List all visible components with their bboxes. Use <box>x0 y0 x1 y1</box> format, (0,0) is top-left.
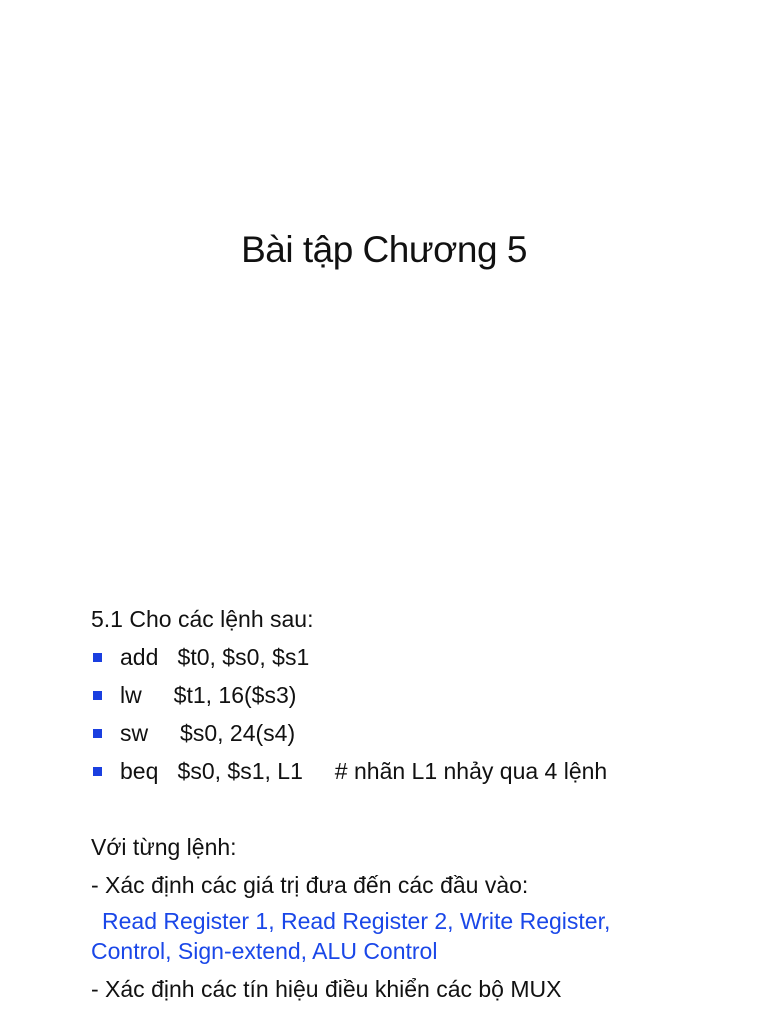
square-bullet-icon <box>93 691 102 700</box>
square-bullet-icon <box>93 767 102 776</box>
square-bullet-icon <box>93 729 102 738</box>
instruction-text: sw $s0, 24(s4) <box>120 720 296 746</box>
task-heading: Với từng lệnh: <box>91 834 237 860</box>
task-mux: - Xác định các tín hiệu điều khiển các bộ MUX <box>91 976 562 1002</box>
inputs-line-1: Read Register 1, Read Register 2, Write Register, <box>102 908 611 934</box>
list-item <box>91 714 731 752</box>
exercise-block <box>91 600 731 1008</box>
list-item <box>91 638 731 676</box>
list-item <box>91 752 731 790</box>
page-title: Bài tập Chương 5 <box>241 229 527 270</box>
inputs-line-2: Control, Sign-extend, ALU Control <box>91 938 438 964</box>
task-inputs: - Xác định các giá trị đưa đến các đầu vào: <box>91 872 529 898</box>
square-bullet-icon <box>93 653 102 662</box>
instruction-text: lw $t1, 16($s3) <box>120 682 297 708</box>
exercise-intro: 5.1 Cho các lệnh sau: <box>91 606 314 632</box>
list-item <box>91 676 731 714</box>
instruction-list <box>91 638 731 790</box>
inputs-list <box>91 906 731 966</box>
instruction-text: add $t0, $s0, $s1 <box>120 644 310 670</box>
instruction-text: beq $s0, $s1, L1 # nhãn L1 nhảy qua 4 lệnh <box>120 758 608 784</box>
